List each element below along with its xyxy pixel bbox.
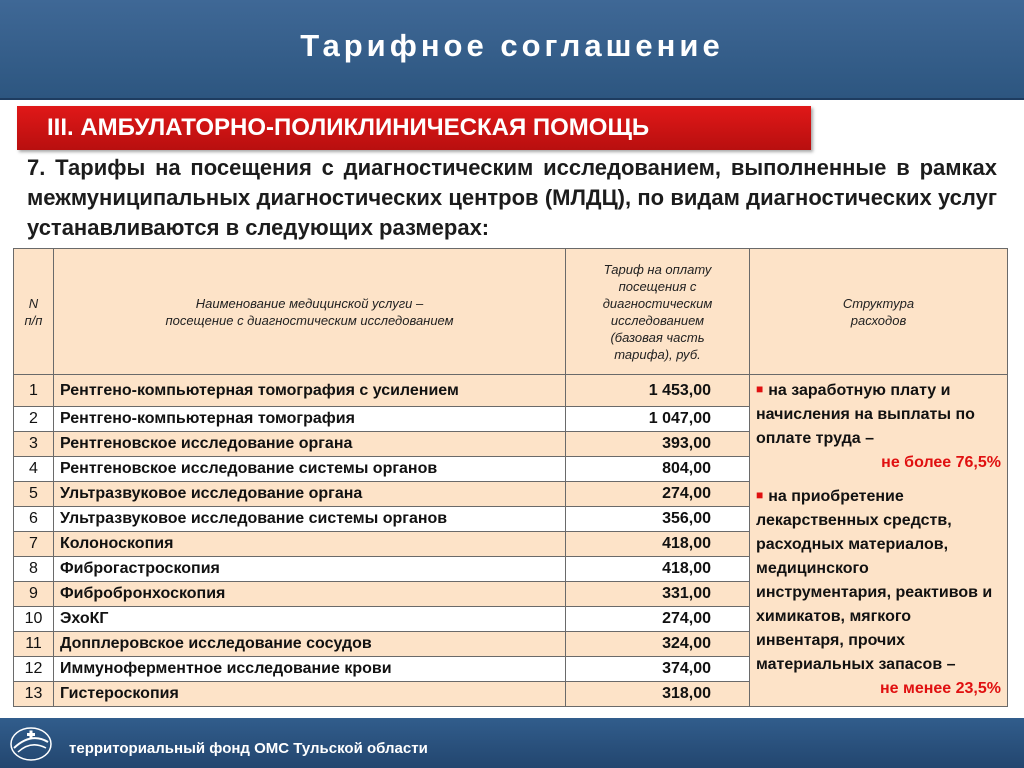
row-name: Колоноскопия bbox=[54, 532, 566, 557]
bullet-icon: ■ bbox=[756, 382, 764, 396]
row-num: 11 bbox=[14, 632, 54, 657]
header-num: N п/п bbox=[14, 249, 54, 375]
row-num: 10 bbox=[14, 607, 54, 632]
page-title: Тарифное соглашение bbox=[300, 28, 724, 63]
header-bar bbox=[0, 0, 1024, 100]
row-name: Фибробронхоскопия bbox=[54, 582, 566, 607]
row-price: 331,00 bbox=[566, 582, 750, 607]
row-num: 9 bbox=[14, 582, 54, 607]
header-price: Тариф на оплату посещения с диагностическим исследованием (базовая часть тарифа), руб. bbox=[566, 249, 750, 375]
table-header-row bbox=[14, 249, 1008, 375]
row-price: 374,00 bbox=[566, 657, 750, 682]
row-price: 356,00 bbox=[566, 507, 750, 532]
row-name: Иммуноферментное исследование крови bbox=[54, 657, 566, 682]
row-name: Ультразвуковое исследование органа bbox=[54, 482, 566, 507]
row-price: 804,00 bbox=[566, 457, 750, 482]
section-title: III. АМБУЛАТОРНО-ПОЛИКЛИНИЧЕСКАЯ ПОМОЩЬ bbox=[47, 114, 650, 141]
row-price: 324,00 bbox=[566, 632, 750, 657]
row-name: ЭхоКГ bbox=[54, 607, 566, 632]
row-num: 2 bbox=[14, 407, 54, 432]
tariff-table bbox=[13, 248, 1008, 707]
row-price: 318,00 bbox=[566, 682, 750, 707]
structure-item-materials: ■ на приобретение лекарственных средств, расходных материалов, медицинского инструментария, реактивов и химикатов, мягкого инвентаря, прочих материальных запасов – не менее 23,5% bbox=[756, 483, 1001, 701]
row-price: 274,00 bbox=[566, 482, 750, 507]
header-name: Наименование медицинской услуги – посещение с диагностическим исследованием bbox=[54, 249, 566, 375]
omc-logo-icon bbox=[8, 724, 54, 764]
materials-limit: не менее 23,5% bbox=[879, 680, 1001, 697]
row-name: Фиброгастроскопия bbox=[54, 557, 566, 582]
intro-paragraph: 7. Тарифы на посещения с диагностическим исследованием, выполненные в рамках межмуниципальных диагностических центров (МЛДЦ), по видам диагностических услуг устанавливаются в следующих размерах: bbox=[27, 155, 997, 240]
row-name: Ультразвуковое исследование системы органов bbox=[54, 507, 566, 532]
row-price: 418,00 bbox=[566, 557, 750, 582]
footer-bar bbox=[0, 718, 1024, 768]
row-num: 5 bbox=[14, 482, 54, 507]
row-price: 1 047,00 bbox=[566, 407, 750, 432]
row-num: 8 bbox=[14, 557, 54, 582]
row-num: 1 bbox=[14, 375, 54, 407]
row-num: 12 bbox=[14, 657, 54, 682]
row-num: 4 bbox=[14, 457, 54, 482]
row-num: 7 bbox=[14, 532, 54, 557]
bullet-icon: ■ bbox=[756, 488, 764, 502]
row-price: 418,00 bbox=[566, 532, 750, 557]
section-banner bbox=[17, 106, 811, 150]
row-name: Рентгеновское исследование органа bbox=[54, 432, 566, 457]
row-num: 13 bbox=[14, 682, 54, 707]
row-name: Гистероскопия bbox=[54, 682, 566, 707]
row-name: Допплеровское исследование сосудов bbox=[54, 632, 566, 657]
row-price: 274,00 bbox=[566, 607, 750, 632]
table-row bbox=[14, 375, 1008, 407]
structure-item-salary: ■ на заработную плату и начисления на выплаты по оплате труда – не более 76,5% bbox=[756, 377, 1001, 475]
row-name: Рентгено-компьютерная томография bbox=[54, 407, 566, 432]
row-num: 3 bbox=[14, 432, 54, 457]
row-price: 393,00 bbox=[566, 432, 750, 457]
row-name: Рентгено-компьютерная томография с усилением bbox=[54, 375, 566, 407]
cost-structure-cell bbox=[750, 375, 1008, 707]
row-num: 6 bbox=[14, 507, 54, 532]
row-name: Рентгеновское исследование системы органов bbox=[54, 457, 566, 482]
header-structure: Структура расходов bbox=[750, 249, 1008, 375]
footer-text: территориальный фонд ОМС Тульской области bbox=[69, 740, 428, 757]
row-price: 1 453,00 bbox=[566, 375, 750, 407]
salary-limit: не более 76,5% bbox=[881, 454, 1001, 471]
